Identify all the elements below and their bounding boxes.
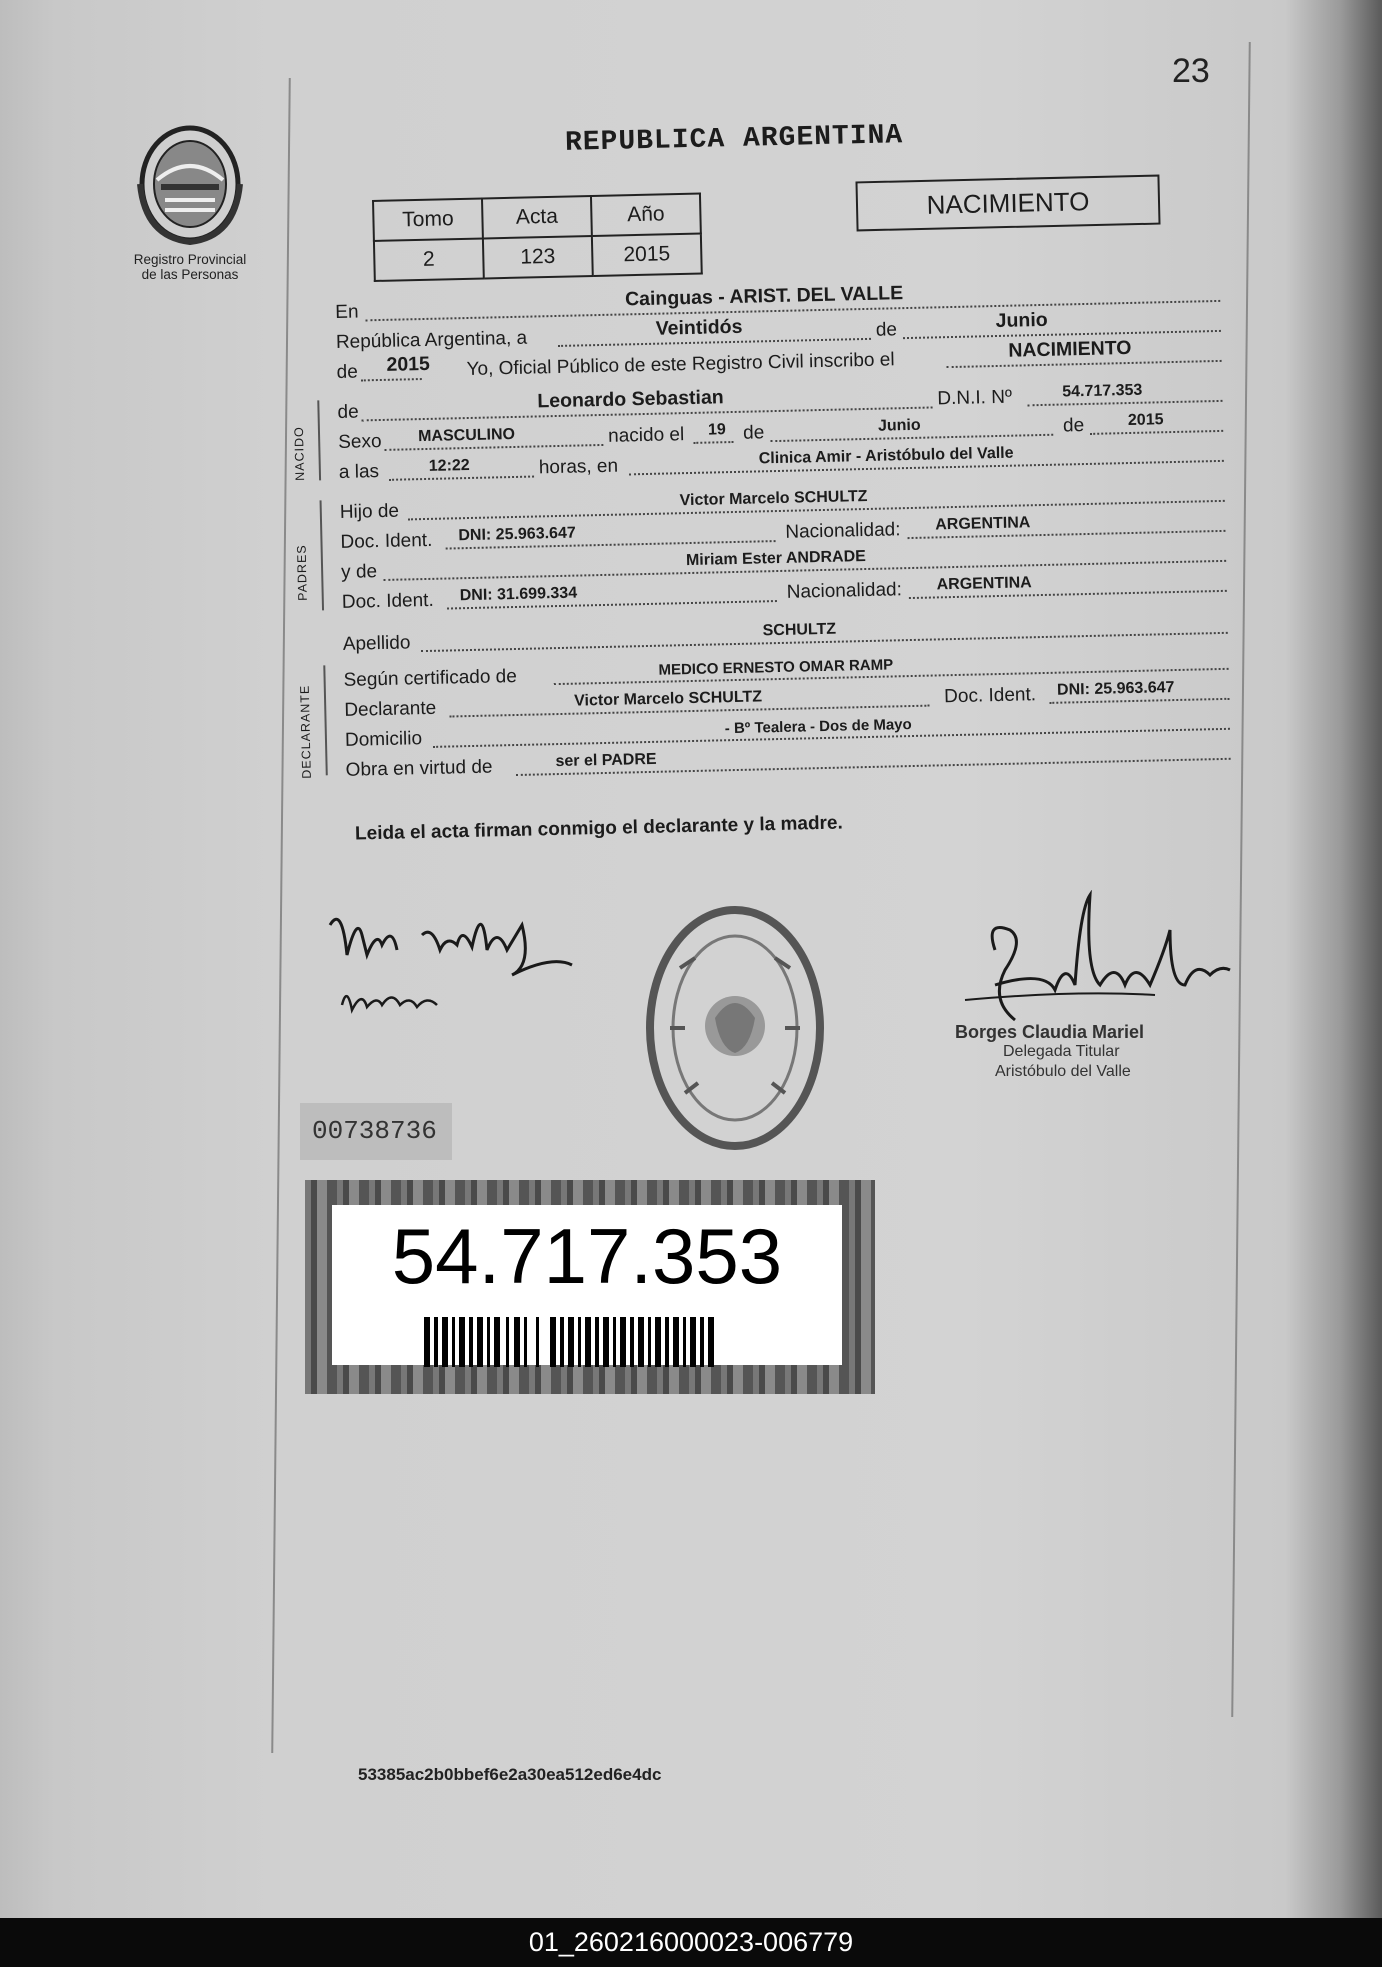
sticker-white-panel	[332, 1205, 842, 1365]
mother-nationality-value: ARGENTINA	[936, 574, 1032, 594]
misiones-coat-of-arms-icon	[135, 122, 245, 246]
nacido-bracket	[317, 400, 321, 480]
birth-month-value: Junio	[877, 416, 921, 435]
padres-bracket	[320, 500, 324, 610]
label-sexo: Sexo	[337, 430, 382, 453]
day-value: Veintidós	[655, 315, 743, 340]
form-line-apellido	[343, 612, 1228, 656]
label-y-de: y de	[340, 561, 378, 583]
anio-value: 2015	[592, 234, 702, 276]
closing-statement: Leida el acta firman conmigo el declarante y la madre.	[354, 812, 844, 845]
label-declarante: Declarante	[344, 697, 437, 721]
official-name: Borges Claudia Mariel	[955, 1022, 1145, 1042]
label-horas: horas, en	[538, 455, 619, 479]
place-value: Cainguas - ARIST. DEL VALLE	[624, 282, 904, 311]
barcode-icon	[424, 1317, 754, 1367]
label-de: de	[1062, 415, 1085, 437]
birth-year-value: 2015	[1127, 411, 1164, 430]
label-de: de	[336, 361, 359, 383]
dni-barcode-sticker	[305, 1180, 875, 1394]
nacido-section-label: NACIDO	[291, 426, 308, 481]
label-dni: D.N.I. Nº	[937, 386, 1013, 410]
registry-logo	[120, 122, 260, 282]
label-apellido: Apellido	[342, 632, 411, 655]
father-nationality-value: ARGENTINA	[935, 514, 1031, 534]
mother-name-value: Miriam Ester ANDRADE	[685, 548, 867, 570]
certificate-value: MEDICO ERNESTO OMAR RAMP	[658, 656, 894, 679]
dni-number-large: 54.717.353	[391, 1212, 783, 1300]
father-dni-value: DNI: 25.963.647	[458, 524, 576, 545]
child-dni-value: 54.717.353	[1062, 381, 1143, 401]
act-type-value: NACIMIENTO	[1008, 336, 1132, 362]
official-title: Delegada Titular	[1003, 1043, 1120, 1060]
capacity-value: ser el PADRE	[555, 750, 657, 771]
registry-name-line2: de las Personas	[141, 267, 239, 282]
serial-number: 00738736	[300, 1103, 452, 1160]
label-obra-en-virtud: Obra en virtud de	[345, 756, 493, 781]
declarant-signature	[322, 895, 582, 1035]
month-value: Junio	[995, 308, 1048, 333]
label-domicilio: Domicilio	[344, 728, 423, 751]
child-name-value: Leonardo Sebastian	[537, 386, 724, 413]
label-doc-ident: Doc. Ident.	[340, 529, 433, 553]
declarante-section-label: DECLARANTE	[297, 684, 314, 779]
page-number: 23	[1172, 52, 1210, 90]
label-republica: República Argentina, a	[335, 327, 528, 353]
left-margin-line	[271, 78, 291, 1753]
label-inscribo: Yo, Oficial Público de este Registro Civil inscribo el	[466, 349, 895, 381]
label-nacionalidad: Nacionalidad:	[785, 519, 901, 543]
declarante-bracket	[323, 665, 327, 775]
birth-time-value: 12:22	[428, 456, 470, 475]
sex-value: MASCULINO	[417, 425, 516, 446]
scan-footer-id: 01_260216000023-006779	[0, 1918, 1382, 1967]
official-place: Aristóbulo del Valle	[995, 1063, 1131, 1080]
document-hash: 53385ac2b0bbef6e2a30ea512ed6e4dc	[358, 1765, 662, 1784]
birth-place-value: Clinica Amir - Aristóbulo del Valle	[758, 444, 1014, 468]
mother-dni-value: DNI: 31.699.334	[459, 584, 578, 605]
birth-record-form	[291, 280, 1220, 781]
label-en: En	[335, 301, 359, 323]
record-table	[372, 193, 703, 282]
label-hijo-de: Hijo de	[339, 500, 400, 523]
label-de: de	[337, 401, 359, 423]
label-nacionalidad: Nacionalidad:	[786, 579, 903, 603]
label-de: de	[875, 319, 898, 341]
record-type-box: NACIMIENTO	[855, 175, 1160, 232]
acta-header: Acta	[482, 196, 592, 238]
declarant-dni-value: DNI: 25.963.647	[1056, 679, 1175, 699]
label-segun-certificado: Según certificado de	[343, 665, 518, 691]
birth-day-value: 19	[707, 421, 727, 439]
address-value: - Bº Tealera - Dos de Mayo	[724, 716, 912, 738]
label-a-las: a las	[338, 461, 380, 483]
father-name-value: Victor Marcelo SCHULTZ	[679, 487, 868, 510]
padres-section-label: PADRES	[294, 544, 310, 601]
right-margin-line	[1231, 42, 1251, 1717]
anio-header: Año	[591, 194, 701, 236]
registry-name-line1: Registro Provincial	[133, 252, 247, 267]
official-seal	[640, 898, 830, 1158]
acta-value: 123	[483, 236, 593, 278]
tomo-value: 2	[374, 238, 484, 280]
country-header: REPUBLICA ARGENTINA	[564, 120, 904, 159]
tomo-header: Tomo	[373, 199, 483, 241]
surname-value: SCHULTZ	[762, 620, 837, 640]
declarant-name-value: Victor Marcelo SCHULTZ	[573, 688, 763, 710]
label-nacido-el: nacido el	[607, 424, 685, 447]
label-de: de	[742, 422, 765, 444]
label-doc-ident: Doc. Ident.	[341, 589, 434, 613]
label-doc-ident: Doc. Ident.	[943, 684, 1037, 708]
year-value: 2015	[386, 352, 431, 376]
official-stamp-text	[955, 1022, 1144, 1082]
